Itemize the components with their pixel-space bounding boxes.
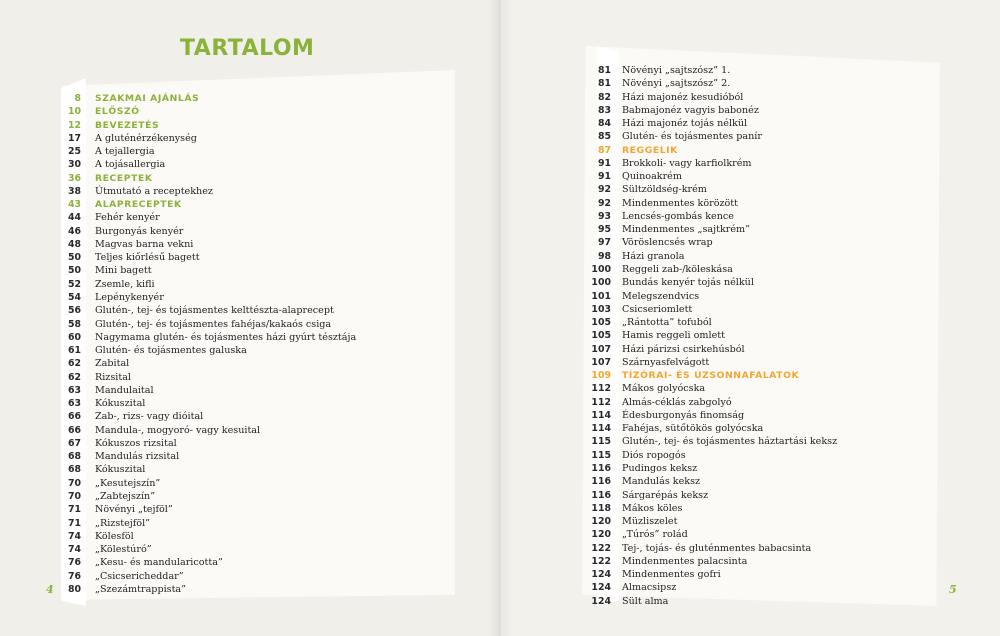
toc-section-title: RECEPTEK xyxy=(95,172,153,184)
toc-page-number: 63 xyxy=(67,384,81,396)
toc-section-heading xyxy=(60,92,356,105)
toc-entry-title: Útmutató a receptekhez xyxy=(95,185,213,197)
toc-entry xyxy=(60,517,356,530)
toc-entry-title: Kókuszital xyxy=(95,398,146,410)
toc-entry-title: Babmajonéz vagyis babonéz xyxy=(622,104,759,116)
toc-page-number: 109 xyxy=(591,370,611,382)
toc-entry-title: Mandulás keksz xyxy=(622,476,701,488)
toc-entry xyxy=(574,595,837,608)
toc-section-title: BEVEZETÉS xyxy=(95,119,160,131)
toc-page-number: 84 xyxy=(597,118,611,130)
toc-entry-title: Házi granola xyxy=(622,250,685,262)
toc-page-number: 114 xyxy=(591,423,611,435)
toc-page-number: 116 xyxy=(591,462,611,474)
toc-page-number: 92 xyxy=(597,197,611,209)
toc-entry xyxy=(60,251,356,264)
toc-page-number: 114 xyxy=(591,409,611,421)
toc-page-number: 76 xyxy=(67,557,81,569)
page-title: TARTALOM xyxy=(180,36,315,61)
toc-entry-title: Fehér kenyér xyxy=(95,212,160,224)
toc-entry-title: Burgonyás kenyér xyxy=(95,225,184,237)
toc-page-number: 68 xyxy=(67,451,81,463)
toc-entry-title: Csicseriomlett xyxy=(622,303,693,315)
toc-page-number: 97 xyxy=(597,237,611,249)
toc-entry xyxy=(574,303,837,316)
toc-section-title: ELŐSZÓ xyxy=(95,106,140,118)
toc-entry xyxy=(60,410,356,423)
toc-entry xyxy=(574,343,837,356)
toc-page-number: 105 xyxy=(591,330,611,342)
toc-entry-title: Glutén-, tej- és tojásmentes háztartási keksz xyxy=(622,436,838,448)
toc-page-number: 101 xyxy=(591,290,611,302)
toc-page-number: 56 xyxy=(67,305,81,317)
toc-entry-title: Glutén-, tej- és tojásmentes kelttészta-alaprecept xyxy=(95,305,334,317)
toc-entry-title: Házi majonéz tojás nélkül xyxy=(622,118,748,130)
toc-entry xyxy=(60,132,356,145)
toc-entry xyxy=(60,238,356,251)
toc-page-number: 70 xyxy=(67,490,81,502)
toc-page-number: 124 xyxy=(591,569,611,581)
toc-page-number: 44 xyxy=(67,212,81,224)
toc-entry xyxy=(574,555,837,568)
toc-section-heading xyxy=(60,198,356,211)
toc-page-number: 46 xyxy=(67,225,81,237)
toc-entry-title: A tejallergia xyxy=(95,146,155,158)
toc-entry-title: Tej-, tojás- és gluténmentes babacsinta xyxy=(622,542,812,554)
toc-entry xyxy=(574,568,837,581)
toc-entry xyxy=(60,264,356,277)
toc-page-number: 120 xyxy=(591,529,611,541)
toc-section-title: TÍZÓRAI- ÉS UZSONNAFALATOK xyxy=(622,370,800,382)
toc-page-number: 91 xyxy=(597,171,611,183)
toc-section-title: REGGELIK xyxy=(622,144,678,156)
toc-entry xyxy=(574,236,837,249)
right-table-of-contents xyxy=(574,64,837,608)
toc-page-number: 116 xyxy=(591,489,611,501)
toc-page-number: 71 xyxy=(67,504,81,516)
toc-entry-title: Lepénykenyér xyxy=(95,291,164,303)
toc-entry-title: Almacsipsz xyxy=(622,582,677,594)
toc-entry xyxy=(60,530,356,543)
toc-page-number: 120 xyxy=(591,516,611,528)
toc-entry-title: Glutén- és tojásmentes panír xyxy=(622,131,762,143)
toc-entry xyxy=(60,278,356,291)
toc-entry-title: Hamis reggeli omlett xyxy=(622,330,725,342)
toc-entry-title: Vöröslencsés wrap xyxy=(622,237,713,249)
toc-entry-title: A tojásallergia xyxy=(95,159,166,171)
toc-page-number: 25 xyxy=(67,146,81,158)
toc-entry xyxy=(60,384,356,397)
toc-page-number: 74 xyxy=(67,530,81,542)
toc-entry xyxy=(60,145,356,158)
toc-entry-title: Pudingos keksz xyxy=(622,462,698,474)
toc-page-number: 93 xyxy=(597,210,611,222)
toc-entry xyxy=(574,515,837,528)
toc-entry xyxy=(574,276,837,289)
toc-entry-title: Lencsés-gombás kence xyxy=(622,210,734,222)
toc-page-number: 124 xyxy=(591,582,611,594)
toc-page-number: 12 xyxy=(67,119,81,131)
toc-page-number: 71 xyxy=(67,517,81,529)
toc-page-number: 105 xyxy=(591,317,611,329)
toc-page-number: 54 xyxy=(67,291,81,303)
toc-entry xyxy=(574,77,837,90)
toc-entry-title: „Kesu- és mandularicotta” xyxy=(95,557,223,569)
toc-entry xyxy=(60,424,356,437)
toc-section-heading xyxy=(60,105,356,118)
toc-entry-title: Mini bagett xyxy=(95,265,152,277)
toc-entry xyxy=(574,263,837,276)
toc-page-number: 107 xyxy=(591,356,611,368)
toc-section-title: ALAPRECEPTEK xyxy=(95,199,182,211)
toc-page-number: 62 xyxy=(67,371,81,383)
toc-entry-title: Kókuszos rizsital xyxy=(95,437,177,449)
toc-page-number: 122 xyxy=(591,542,611,554)
toc-entry xyxy=(574,210,837,223)
toc-entry xyxy=(60,357,356,370)
toc-entry-title: Diós ropogós xyxy=(622,449,686,461)
toc-section-title: SZAKMAI AJÁNLÁS xyxy=(95,93,200,104)
book-gutter xyxy=(488,0,512,636)
toc-page-number: 80 xyxy=(67,583,81,595)
toc-entry xyxy=(574,489,837,502)
toc-page-number: 30 xyxy=(67,159,81,171)
toc-entry-title: Glutén- és tojásmentes galuska xyxy=(95,345,247,357)
toc-entry-title: „Rántotta” tofuból xyxy=(622,317,712,329)
toc-entry-title: Mindenmentes palacsinta xyxy=(622,555,748,567)
right-page-number: 5 xyxy=(949,583,957,596)
toc-entry xyxy=(574,396,837,409)
toc-entry-title: „Kölestúró” xyxy=(95,544,152,556)
toc-entry-title: Mandulás rizsital xyxy=(95,451,180,463)
toc-entry xyxy=(60,331,356,344)
toc-entry-title: A gluténérzékenység xyxy=(95,132,197,144)
toc-entry-title: Zsemle, kifli xyxy=(95,278,155,290)
toc-entry xyxy=(574,435,837,448)
toc-entry xyxy=(60,477,356,490)
toc-entry xyxy=(574,581,837,594)
toc-page-number: 122 xyxy=(591,555,611,567)
toc-page-number: 85 xyxy=(597,131,611,143)
toc-page-number: 95 xyxy=(597,224,611,236)
toc-entry xyxy=(60,211,356,224)
toc-entry xyxy=(60,583,356,596)
toc-entry-title: „Csicsericheddar” xyxy=(95,570,184,582)
left-page-number: 4 xyxy=(46,583,54,596)
toc-entry-title: Mindenmentes körözött xyxy=(622,197,739,209)
toc-page-number: 61 xyxy=(67,345,81,357)
toc-page-number: 82 xyxy=(597,91,611,103)
toc-page-number: 100 xyxy=(591,263,611,275)
toc-page-number: 66 xyxy=(67,424,81,436)
toc-page-number: 66 xyxy=(67,411,81,423)
toc-page-number: 112 xyxy=(591,396,611,408)
toc-page-number: 38 xyxy=(67,185,81,197)
toc-entry-title: Magvas barna vekni xyxy=(95,238,194,250)
toc-entry xyxy=(60,543,356,556)
toc-entry-title: Bundás kenyér tojás nélkül xyxy=(622,277,754,289)
toc-entry-title: Zabital xyxy=(95,358,130,370)
toc-entry-title: Mandula-, mogyoró- vagy kesuital xyxy=(95,424,261,436)
toc-entry xyxy=(574,502,837,515)
toc-entry xyxy=(574,316,837,329)
toc-entry-title: Reggeli zab-/köleskása xyxy=(622,263,733,275)
toc-entry xyxy=(60,490,356,503)
toc-entry xyxy=(60,463,356,476)
toc-entry xyxy=(60,344,356,357)
toc-page-number: 91 xyxy=(597,157,611,169)
toc-page-number: 112 xyxy=(591,383,611,395)
toc-entry xyxy=(60,556,356,569)
toc-entry-title: Melegszendvics xyxy=(622,290,700,302)
toc-entry xyxy=(574,356,837,369)
toc-entry xyxy=(574,183,837,196)
toc-page-number: 107 xyxy=(591,343,611,355)
toc-entry xyxy=(574,170,837,183)
toc-entry xyxy=(574,462,837,475)
toc-page-number: 116 xyxy=(591,476,611,488)
toc-entry xyxy=(574,130,837,143)
toc-entry-title: Mindenmentes gofri xyxy=(622,569,721,581)
toc-entry-title: Zab-, rizs- vagy dióital xyxy=(95,411,204,423)
toc-entry xyxy=(574,409,837,422)
toc-entry xyxy=(574,117,837,130)
toc-page-number: 10 xyxy=(67,106,81,118)
toc-entry-title: Növényi „sajtszósz” 2. xyxy=(622,78,731,90)
toc-entry xyxy=(60,570,356,583)
toc-page-number: 115 xyxy=(591,449,611,461)
toc-entry xyxy=(574,104,837,117)
toc-page-number: 81 xyxy=(597,78,611,90)
toc-entry xyxy=(60,185,356,198)
toc-entry xyxy=(60,437,356,450)
toc-entry-title: Édesburgonyás finomság xyxy=(622,409,745,421)
toc-entry-title: Nagymama glutén- és tojásmentes házi gyúrt tésztája xyxy=(95,331,357,343)
toc-entry xyxy=(60,371,356,384)
toc-page-number: 43 xyxy=(67,199,81,211)
left-table-of-contents xyxy=(60,92,356,596)
toc-entry-title: Fahéjas, sütőtökös golyócska xyxy=(622,423,764,435)
toc-entry xyxy=(60,304,356,317)
toc-page-number: 52 xyxy=(67,278,81,290)
toc-entry-title: „Kesutejszín” xyxy=(95,477,161,489)
toc-entry-title: „Zabtejszín” xyxy=(95,490,156,502)
toc-page-number: 124 xyxy=(591,595,611,607)
toc-page-number: 36 xyxy=(67,172,81,184)
toc-entry-title: Almás-céklás zabgolyó xyxy=(622,396,732,408)
toc-entry xyxy=(574,157,837,170)
toc-entry-title: Kölesföl xyxy=(95,530,134,542)
toc-entry-title: Házi párizsi csirkehúsból xyxy=(622,343,745,355)
toc-entry xyxy=(60,291,356,304)
toc-page-number: 100 xyxy=(591,277,611,289)
toc-entry xyxy=(574,449,837,462)
toc-entry-title: Házi majonéz kesudióból xyxy=(622,91,744,103)
toc-page-number: 98 xyxy=(597,250,611,262)
toc-entry xyxy=(574,250,837,263)
toc-entry-title: Quinoakrém xyxy=(622,171,682,183)
toc-entry xyxy=(574,290,837,303)
toc-entry xyxy=(60,225,356,238)
toc-entry-title: Glutén-, tej- és tojásmentes fahéjas/kakaós csiga xyxy=(95,318,332,330)
toc-entry xyxy=(574,329,837,342)
toc-entry-title: Kókuszital xyxy=(95,464,146,476)
toc-entry xyxy=(60,397,356,410)
toc-page-number: 58 xyxy=(67,318,81,330)
toc-page-number: 76 xyxy=(67,570,81,582)
toc-entry-title: Mindenmentes „sajtkrém” xyxy=(622,224,751,236)
toc-entry-title: Növényi „sajtszósz” 1. xyxy=(622,65,731,76)
toc-entry-title: Sültzöldség-krém xyxy=(622,184,707,196)
toc-page-number: 8 xyxy=(74,93,81,104)
toc-page-number: 70 xyxy=(67,477,81,489)
toc-entry-title: Rizsital xyxy=(95,371,131,383)
toc-entry-title: Mandulaital xyxy=(95,384,154,396)
toc-entry xyxy=(574,422,837,435)
toc-entry xyxy=(60,503,356,516)
toc-entry-title: „Túrós” rolád xyxy=(622,529,688,541)
toc-page-number: 87 xyxy=(597,144,611,156)
toc-page-number: 83 xyxy=(597,104,611,116)
toc-entry-title: Mákos golyócska xyxy=(622,383,706,395)
toc-entry-title: „Szezámtrappista” xyxy=(95,583,187,595)
toc-entry xyxy=(60,158,356,171)
toc-page-number: 115 xyxy=(591,436,611,448)
toc-entry xyxy=(574,197,837,210)
toc-entry xyxy=(574,382,837,395)
toc-entry xyxy=(574,475,837,488)
toc-entry xyxy=(60,450,356,463)
toc-entry-title: Brokkoli- vagy karfiolkrém xyxy=(622,157,752,169)
toc-entry xyxy=(574,542,837,555)
toc-section-heading xyxy=(574,144,837,157)
toc-page-number: 17 xyxy=(67,132,81,144)
toc-page-number: 74 xyxy=(67,544,81,556)
toc-entry xyxy=(574,223,837,236)
toc-page-number: 103 xyxy=(591,303,611,315)
toc-page-number: 48 xyxy=(67,238,81,250)
toc-page-number: 68 xyxy=(67,464,81,476)
toc-page-number: 63 xyxy=(67,398,81,410)
toc-page-number: 92 xyxy=(597,184,611,196)
toc-page-number: 50 xyxy=(67,265,81,277)
toc-section-heading xyxy=(60,172,356,185)
toc-entry xyxy=(574,64,837,77)
toc-entry-title: Szárnyasfelvágott xyxy=(622,356,710,368)
toc-section-heading xyxy=(574,369,837,382)
toc-entry xyxy=(60,318,356,331)
toc-entry xyxy=(574,528,837,541)
toc-section-heading xyxy=(60,119,356,132)
toc-page-number: 118 xyxy=(591,502,611,514)
toc-entry-title: Növényi „tejföl” xyxy=(95,504,173,516)
toc-page-number: 60 xyxy=(67,331,81,343)
toc-entry-title: Mákos köles xyxy=(622,502,683,514)
toc-entry-title: Teljes kiőrlésű bagett xyxy=(95,252,200,264)
toc-entry-title: „Rizstejföl” xyxy=(95,517,151,529)
toc-entry-title: Sült alma xyxy=(622,595,669,607)
toc-page-number: 81 xyxy=(597,65,611,76)
toc-page-number: 67 xyxy=(67,437,81,449)
toc-entry-title: Müzliszelet xyxy=(622,516,678,528)
toc-entry xyxy=(574,91,837,104)
toc-page-number: 50 xyxy=(67,252,81,264)
toc-page-number: 62 xyxy=(67,358,81,370)
toc-entry-title: Sárgarépás keksz xyxy=(622,489,709,501)
